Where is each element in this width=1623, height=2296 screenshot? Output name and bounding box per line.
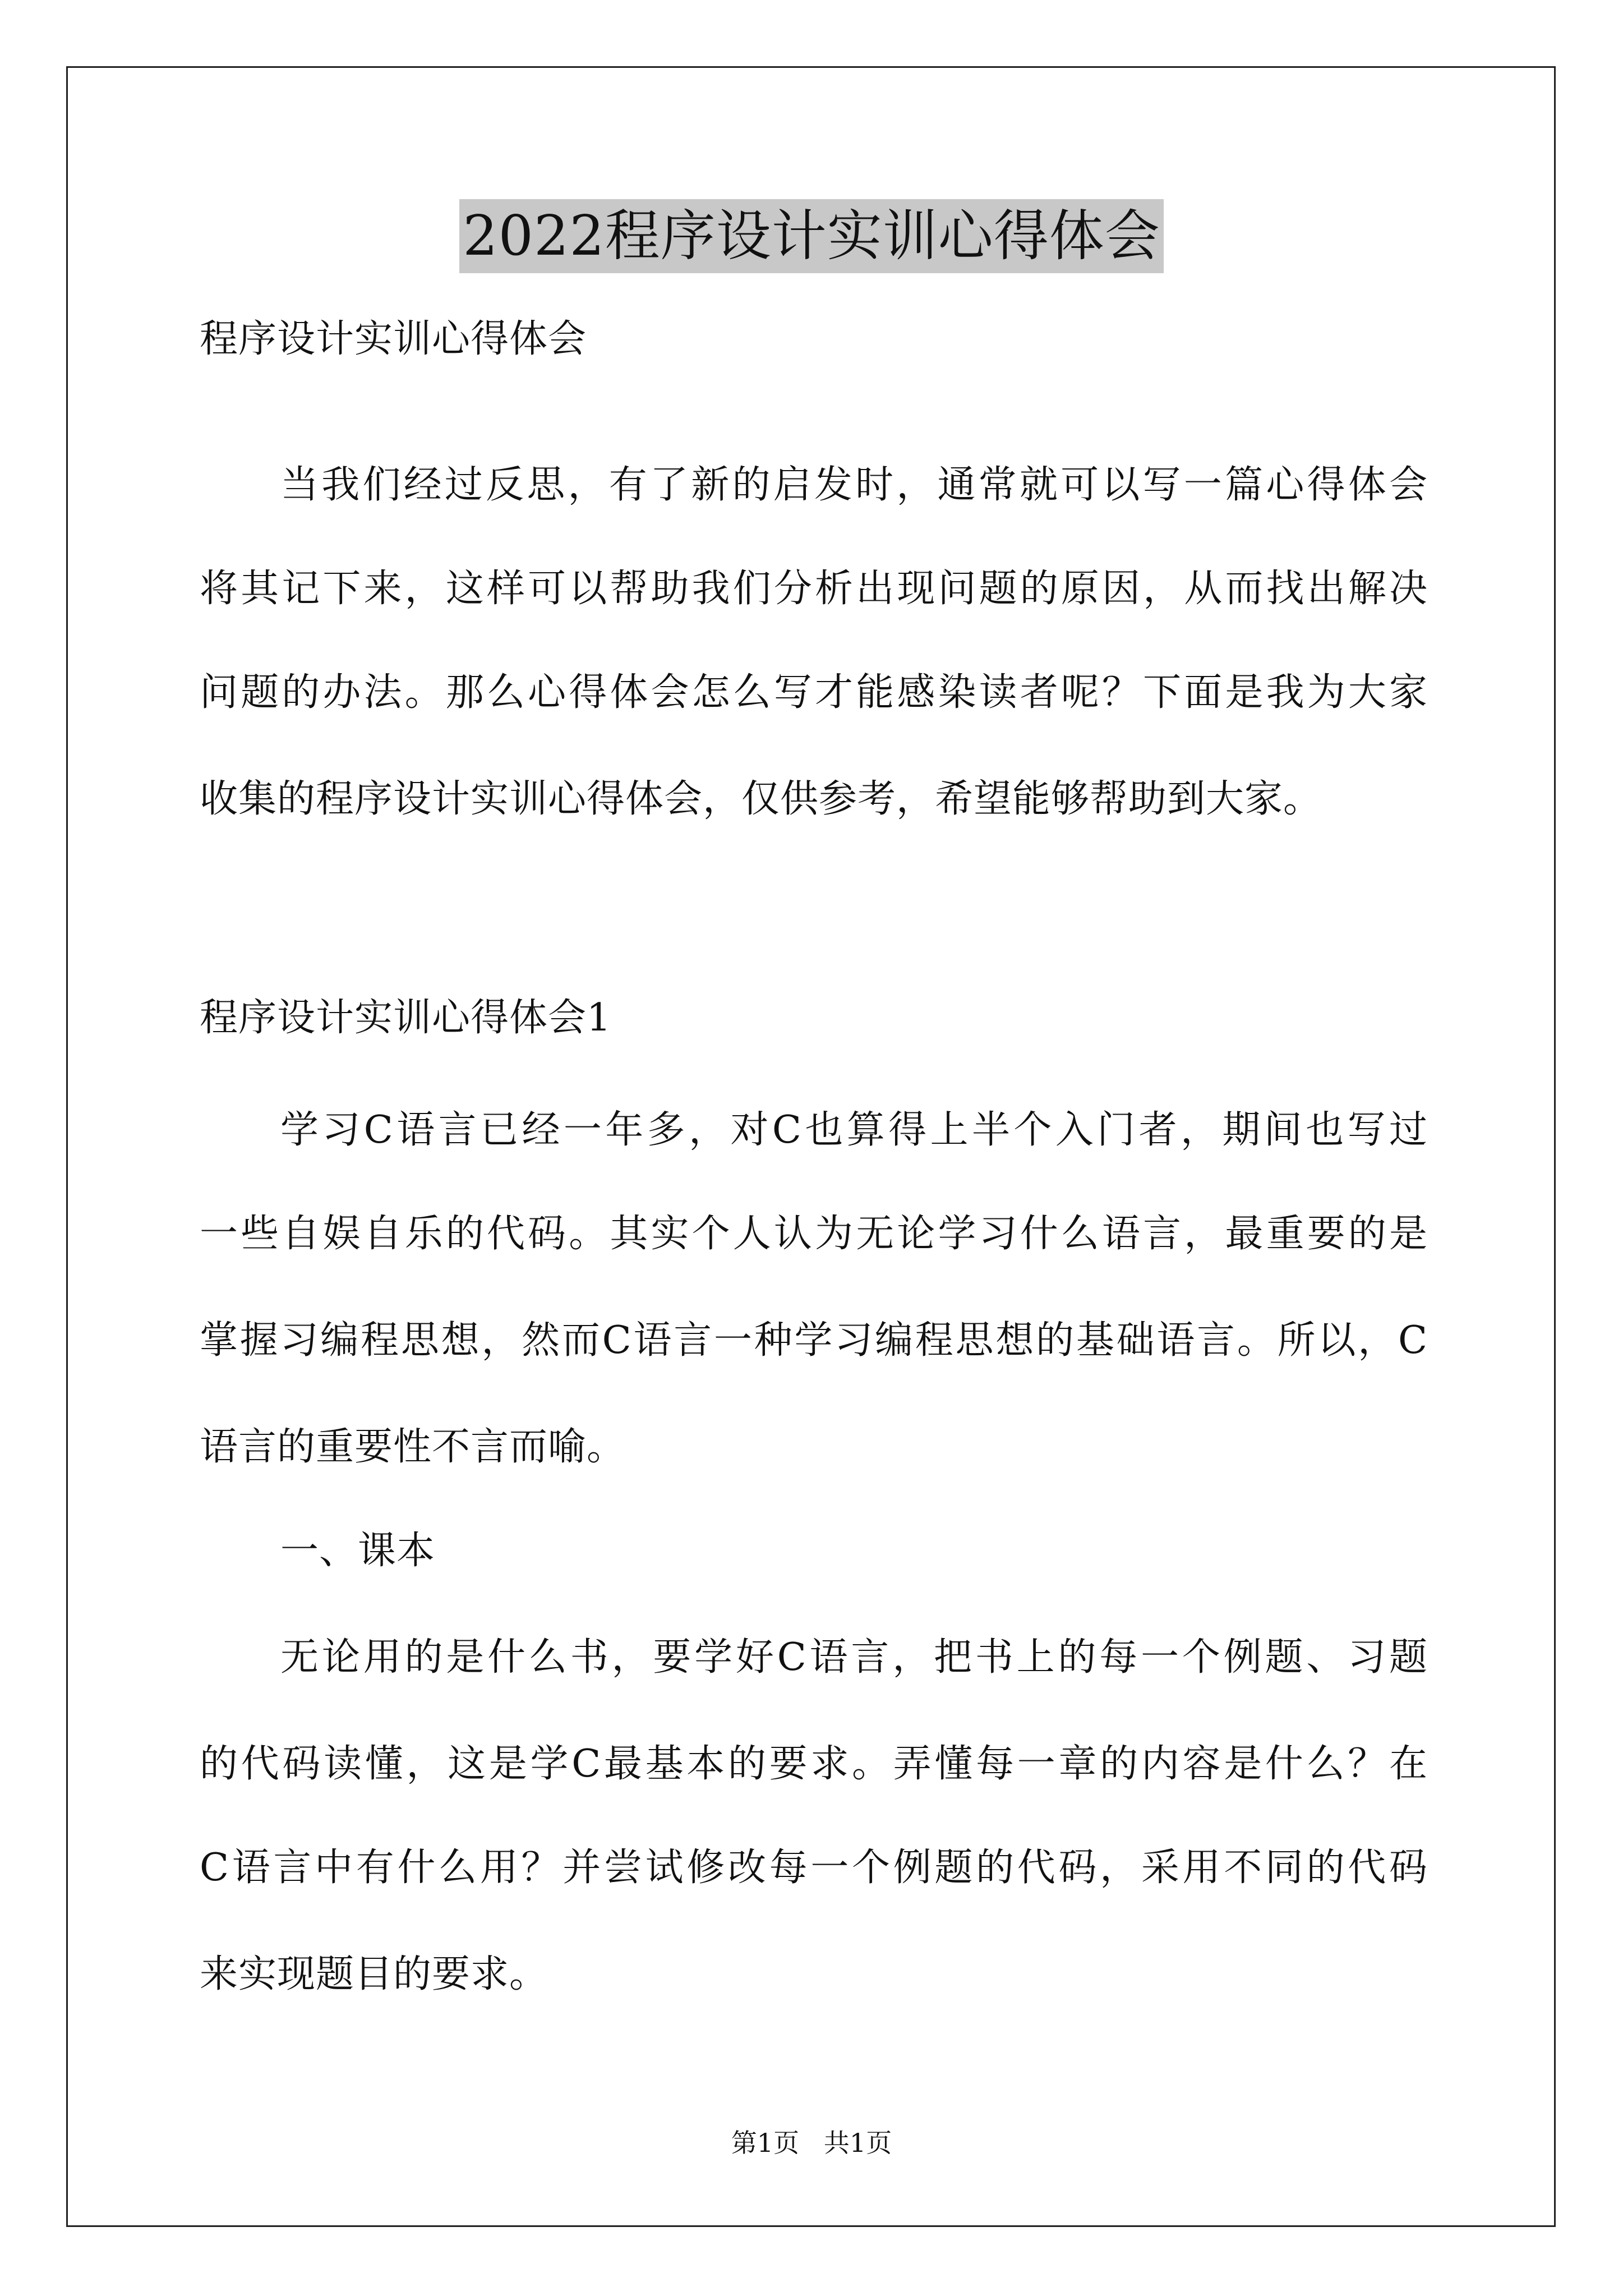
paragraph-line: 掌握习编程思想，然而C语言一种学习编程思想的基础语言。所以，C (200, 1318, 1428, 1363)
paragraph-line: 语言的重要性不言而喻。 (200, 1425, 626, 1469)
paragraph-line: 一些自娱自乐的代码。其实个人认为无论学习什么语言，最重要的是 (200, 1212, 1428, 1256)
subsection-heading: 一、课本 (280, 1529, 436, 1573)
paragraph-line: 无论用的是什么书，要学好C语言，把书上的每一个例题、习题 (280, 1635, 1428, 1680)
paragraph-line: C语言中有什么用？并尝试修改每一个例题的代码，采用不同的代码 (200, 1846, 1428, 1890)
paragraph-line: 学习C语言已经一年多，对C也算得上半个入门者，期间也写过 (280, 1108, 1428, 1152)
paragraph-line: 当我们经过反思，有了新的启发时，通常就可以写一篇心得体会 (280, 463, 1428, 507)
paragraph-line: 收集的程序设计实训心得体会，仅供参考，希望能够帮助到大家。 (200, 777, 1322, 821)
document-title: 2022程序设计实训心得体会 (459, 199, 1163, 273)
page-footer: 第1页 共1页 (731, 2128, 892, 2158)
paragraph-line: 的代码读懂，这是学C最基本的要求。弄懂每一章的内容是什么？在 (200, 1742, 1428, 1786)
subtitle-line: 程序设计实训心得体会 (200, 317, 587, 361)
title-container (0, 199, 1623, 273)
paragraph-line: 将其记下来，这样可以帮助我们分析出现问题的原因，从而找出解决 (200, 567, 1428, 611)
paragraph-line: 来实现题目的要求。 (200, 1952, 548, 1996)
paragraph-line: 问题的办法。那么心得体会怎么写才能感染读者呢？下面是我为大家 (200, 670, 1428, 715)
section-heading: 程序设计实训心得体会1 (200, 996, 612, 1040)
